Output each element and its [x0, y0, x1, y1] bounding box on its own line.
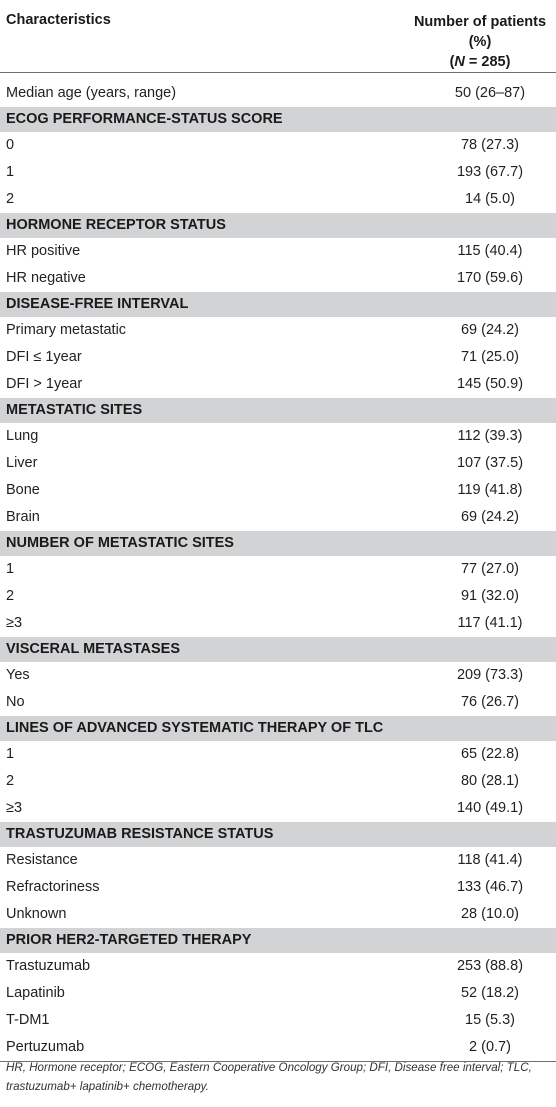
- header-number-of-patients: [350, 0, 556, 73]
- table-row: [0, 317, 556, 344]
- row-label: Trastuzumab: [6, 958, 91, 974]
- header-n-open: (: [449, 54, 455, 70]
- row-value: 91 (32.0): [460, 588, 520, 604]
- table-row: [0, 689, 556, 716]
- row-value: 253 (88.8): [456, 958, 524, 974]
- row-value: 170 (59.6): [456, 269, 524, 286]
- row-value: 15 (5.3): [465, 1012, 515, 1028]
- row-label: 1: [6, 746, 15, 762]
- row-value: 112 (39.3): [457, 428, 523, 444]
- row-label: Median age (years, range): [6, 84, 177, 101]
- table-row: [0, 450, 556, 477]
- row-value: 52 (18.2): [460, 985, 520, 1001]
- section-header-row: [0, 107, 556, 132]
- table-row: [0, 953, 556, 980]
- section-header-label: LINES OF ADVANCED SYSTEMATIC THERAPY OF TLC: [0, 716, 556, 741]
- row-label: 1: [6, 164, 15, 180]
- table-row: [0, 159, 556, 186]
- section-header-label: ECOG PERFORMANCE-STATUS SCORE: [0, 107, 556, 132]
- header-n-symbol: N: [454, 54, 465, 70]
- row-value: 2 (0.7): [350, 1034, 556, 1062]
- section-header-row: [0, 637, 556, 662]
- table-row: [0, 874, 556, 901]
- row-value: 69 (24.2): [460, 508, 520, 525]
- row-label: No: [6, 693, 25, 710]
- table-row: [0, 795, 556, 822]
- row-label: Unknown: [6, 905, 67, 922]
- row-value: 118 (41.4): [457, 852, 523, 868]
- row-label: 1: [6, 561, 15, 577]
- table-row: [0, 768, 556, 795]
- section-header-row: [0, 928, 556, 953]
- row-value: 119 (41.8): [457, 482, 523, 498]
- section-header-label: PRIOR HER2-TARGETED THERAPY: [0, 928, 556, 953]
- row-label: ≥3: [6, 614, 23, 631]
- table-row: [0, 504, 556, 531]
- row-label: Refractoriness: [6, 879, 100, 895]
- row-value: 209 (73.3): [456, 667, 524, 683]
- section-header-label: HORMONE RECEPTOR STATUS: [0, 213, 556, 238]
- row-value: 50 (26–87): [454, 84, 526, 101]
- section-header-label: TRASTUZUMAB RESISTANCE STATUS: [0, 822, 556, 847]
- table-body: [0, 73, 556, 1062]
- section-header-row: [0, 531, 556, 556]
- table-row: [0, 610, 556, 637]
- table-row: [0, 847, 556, 874]
- section-header-row: [0, 716, 556, 741]
- row-label: Lung: [6, 428, 39, 444]
- row-label: 2: [6, 190, 15, 207]
- row-label: Primary metastatic: [6, 322, 127, 338]
- row-value: 115 (40.4): [457, 243, 523, 259]
- row-label: Lapatinib: [6, 985, 65, 1001]
- header-n-value: = 285): [464, 54, 511, 70]
- section-header-row: [0, 292, 556, 317]
- table-row: [0, 583, 556, 610]
- row-label: Bone: [6, 482, 40, 498]
- header-characteristics: Characteristics: [0, 0, 350, 73]
- row-label: Yes: [6, 667, 30, 683]
- table-row: [0, 344, 556, 371]
- row-label: 0: [6, 137, 15, 153]
- row-label: 2: [6, 773, 15, 789]
- row-value: 71 (25.0): [460, 349, 520, 365]
- row-label: ≥3: [6, 799, 23, 816]
- row-value: 69 (24.2): [460, 322, 520, 338]
- section-header-row: [0, 398, 556, 423]
- row-label: Liver: [6, 455, 38, 471]
- row-label: DFI ≤ 1year: [6, 349, 82, 365]
- row-label: T-DM1: [6, 1012, 50, 1028]
- row-value: 133 (46.7): [456, 879, 524, 895]
- table-row: [0, 186, 556, 213]
- row-value: 76 (26.7): [460, 693, 520, 710]
- row-value: 78 (27.3): [460, 137, 520, 153]
- row-label: DFI > 1year: [6, 375, 83, 392]
- table-row: [0, 371, 556, 398]
- row-value: 77 (27.0): [460, 561, 520, 577]
- table-row: [0, 901, 556, 928]
- table-row: [0, 73, 556, 107]
- row-value: 140 (49.1): [456, 799, 524, 816]
- section-header-row: [0, 822, 556, 847]
- row-label: Resistance: [6, 852, 78, 868]
- table-row: [0, 741, 556, 768]
- table-row: [0, 132, 556, 159]
- row-value: 80 (28.1): [460, 773, 520, 789]
- row-label: 2: [6, 588, 15, 604]
- row-value: 145 (50.9): [456, 375, 524, 392]
- table-row: [0, 265, 556, 292]
- row-value: 107 (37.5): [456, 455, 524, 471]
- row-label: Pertuzumab: [0, 1034, 350, 1062]
- row-value: 117 (41.1): [457, 614, 523, 631]
- section-header-label: NUMBER OF METASTATIC SITES: [0, 531, 556, 556]
- table-row: [0, 662, 556, 689]
- table-row: [0, 423, 556, 450]
- table-row: [0, 477, 556, 504]
- section-header-label: METASTATIC SITES: [0, 398, 556, 423]
- table-row: [0, 980, 556, 1007]
- row-value: 193 (67.7): [456, 164, 524, 180]
- row-label: Brain: [6, 508, 40, 525]
- header-number-line1: Number of patients (%): [413, 14, 547, 50]
- section-header-label: DISEASE-FREE INTERVAL: [0, 292, 556, 317]
- row-value: 65 (22.8): [460, 746, 520, 762]
- row-label: HR positive: [6, 243, 81, 259]
- header-row: [0, 0, 556, 73]
- row-value: 14 (5.0): [465, 190, 515, 207]
- section-header-label: VISCERAL METASTASES: [0, 637, 556, 662]
- section-header-row: [0, 213, 556, 238]
- row-value: 28 (10.0): [460, 905, 520, 922]
- table-footnote: HR, Hormone receptor; ECOG, Eastern Cooperative Oncology Group; DFI, Disease free interval; TLC, trastuzumab+ lapatinib+ chemotherapy.: [6, 1061, 532, 1093]
- row-label: HR negative: [6, 269, 86, 286]
- table-row: [0, 1007, 556, 1034]
- table-header: [0, 0, 556, 73]
- table-row: [0, 238, 556, 265]
- table-row: [0, 556, 556, 583]
